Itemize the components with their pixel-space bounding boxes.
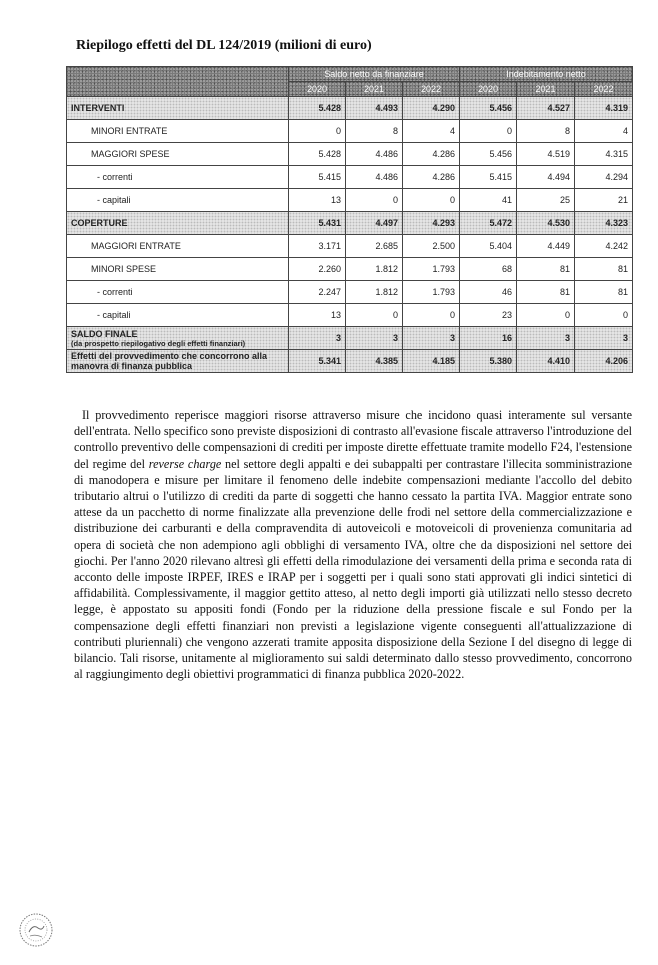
paragraph-part-1: Il provvedimento reperisce maggiori risorse attraverso misure che incidono quasi interamente sul versante dell'entrata. Nello specifico sono previste disposizioni di contrasto all'evasione fiscale attraverso l'introduzione del controllo preventivo delle compensazioni di crediti per imposte dirette effettuate tramite modello F24, l'estensione del regime del [74,408,632,471]
cell-value: 5.415 [289,166,346,189]
cell-value: 4.293 [403,212,460,235]
cell-value: 0 [460,120,517,143]
cell-value: 3 [346,327,403,350]
cell-value: 4.449 [517,235,575,258]
year-header: 2020 [289,82,346,97]
cell-value: 5.428 [289,143,346,166]
row-label: COPERTURE [67,212,289,235]
row-label: MAGGIORI ENTRATE [67,235,289,258]
cell-value: 4.486 [346,143,403,166]
year-header: 2022 [403,82,460,97]
cell-value: 1.793 [403,258,460,281]
cell-value: 5.431 [289,212,346,235]
table-row-spese-correnti [67,166,633,189]
cell-value: 0 [346,189,403,212]
cell-value: 13 [289,189,346,212]
cell-value: 4.323 [575,212,633,235]
cell-value: 25 [517,189,575,212]
cell-value: 0 [517,304,575,327]
cell-value: 1.793 [403,281,460,304]
row-label [67,327,289,350]
header-blank [67,67,289,97]
cell-value: 4.494 [517,166,575,189]
cell-value: 8 [517,120,575,143]
cell-value: 0 [575,304,633,327]
cell-value: 46 [460,281,517,304]
cell-value: 4.530 [517,212,575,235]
cell-value: 4.185 [403,350,460,373]
table-row-effetti-manovra [67,350,633,373]
cell-value: 4.519 [517,143,575,166]
cell-value: 5.456 [460,143,517,166]
table-row-maggiori-spese [67,143,633,166]
cell-value: 81 [575,281,633,304]
cell-value: 13 [289,304,346,327]
cell-value: 68 [460,258,517,281]
year-header: 2022 [575,82,633,97]
year-header: 2020 [460,82,517,97]
group-header-saldo: Saldo netto da finanziare [289,67,460,82]
row-label: - correnti [67,281,289,304]
cell-value: 81 [517,258,575,281]
cell-value: 5.404 [460,235,517,258]
cell-value: 4.319 [575,97,633,120]
year-header: 2021 [346,82,403,97]
cell-value: 5.472 [460,212,517,235]
cell-value: 3 [403,327,460,350]
cell-value: 0 [403,304,460,327]
cell-value: 4.286 [403,143,460,166]
cell-value: 4 [403,120,460,143]
cell-value: 5.341 [289,350,346,373]
cell-value: 21 [575,189,633,212]
cell-value: 41 [460,189,517,212]
cell-value: 4.486 [346,166,403,189]
cell-value: 3 [289,327,346,350]
cell-value: 4.315 [575,143,633,166]
cell-value: 0 [403,189,460,212]
cell-value: 2.500 [403,235,460,258]
paragraph-part-2: nel settore degli appalti e dei subappalti per contrastare l'illecita somministrazione di manodopera e misure per limitare il fenomeno delle indebite compensazioni mediante l'accollo del debito tributario altrui o l'utilizzo di crediti da parte di soggetti che hanno cessato la partita IVA. Maggior entrate sono attese da un pacchetto di norme finalizzate alla prevenzione delle frodi nel settore della commercializzazione e distribuzione dei carburanti e della compravendita di autoveicoli e motoveicoli di provenienza comunitaria ad opera di società che non adempiono agli obblighi di versamento IVA, oltre che da disposizioni nel settore dei giochi. Per l'anno 2020 rilevano altresì gli effetti della rimodulazione dei versamenti della prima e seconda rata di acconto delle imposte IRPEF, IRES e IRAP per i soggetti per i quali sono stati approvati gli indici sintetici di affidabilità. Complessivamente, il maggior gettito atteso, al netto degli importi già utilizzati nello stesso decreto legge, è appostato su appositi fondi (Fondo per la riduzione della pressione fiscale e sul Fondo per la compensazione degli effetti finanziari non previsti a legislazione vigente conseguenti all'attualizzazione di contributi pluriennali) che vengono azzerati tramite apposita disposizione della Sezione I del disegno di legge di bilancio. Tali risorse, unitamente al miglioramento sui saldi determinato dallo stesso provvedimento, concorrono al raggiungimento degli obiettivi programmatici di finanza pubblica 2020-2022. [74,456,632,682]
cell-value: 2.260 [289,258,346,281]
cell-value: 5.415 [460,166,517,189]
cell-value: 81 [575,258,633,281]
cell-value: 1.812 [346,258,403,281]
group-header-indebitamento: Indebitamento netto [460,67,633,82]
cell-value: 81 [517,281,575,304]
cell-value: 4.497 [346,212,403,235]
table-row-saldo-finale [67,327,633,350]
table-title: Riepilogo effetti del DL 124/2019 (milioni di euro) [76,38,372,53]
saldo-finale-label: SALDO FINALE [71,328,138,339]
cell-value: 4.290 [403,97,460,120]
cell-value: 5.380 [460,350,517,373]
row-label: MINORI SPESE [67,258,289,281]
table-row-minori-spese-capitali [67,304,633,327]
cell-value: 4.527 [517,97,575,120]
cell-value: 0 [289,120,346,143]
cell-value: 4.493 [346,97,403,120]
cell-value: 2.685 [346,235,403,258]
cell-value: 2.247 [289,281,346,304]
cell-value: 5.456 [460,97,517,120]
table-row-coperture [67,212,633,235]
circular-seal-icon [18,912,54,948]
row-label: MINORI ENTRATE [67,120,289,143]
row-label: Effetti del provvedimento che concorrono alla manovra di finanza pubblica [67,350,289,373]
body-paragraph [74,407,632,682]
row-label: - capitali [67,189,289,212]
table-row-minori-spese [67,258,633,281]
cell-value: 4.410 [517,350,575,373]
table-row-minori-spese-correnti [67,281,633,304]
cell-value: 4.294 [575,166,633,189]
table-row-interventi [67,97,633,120]
table-row-maggiori-entrate [67,235,633,258]
cell-value: 23 [460,304,517,327]
cell-value: 3.171 [289,235,346,258]
row-label: - capitali [67,304,289,327]
table-row-minori-entrate [67,120,633,143]
cell-value: 4 [575,120,633,143]
effects-summary-table [66,66,633,373]
cell-value: 8 [346,120,403,143]
cell-value: 4.385 [346,350,403,373]
cell-value: 0 [346,304,403,327]
cell-value: 1.812 [346,281,403,304]
table-row-spese-capitali [67,189,633,212]
year-header: 2021 [517,82,575,97]
cell-value: 5.428 [289,97,346,120]
cell-value: 4.286 [403,166,460,189]
cell-value: 4.242 [575,235,633,258]
cell-value: 3 [517,327,575,350]
saldo-finale-sublabel: (da prospetto riepilogativo degli effetti finanziari) [71,338,246,348]
row-label: - correnti [67,166,289,189]
cell-value: 16 [460,327,517,350]
cell-value: 4.206 [575,350,633,373]
row-label: MAGGIORI SPESE [67,143,289,166]
row-label: INTERVENTI [67,97,289,120]
cell-value: 3 [575,327,633,350]
paragraph-italic-term: reverse charge [148,456,222,471]
